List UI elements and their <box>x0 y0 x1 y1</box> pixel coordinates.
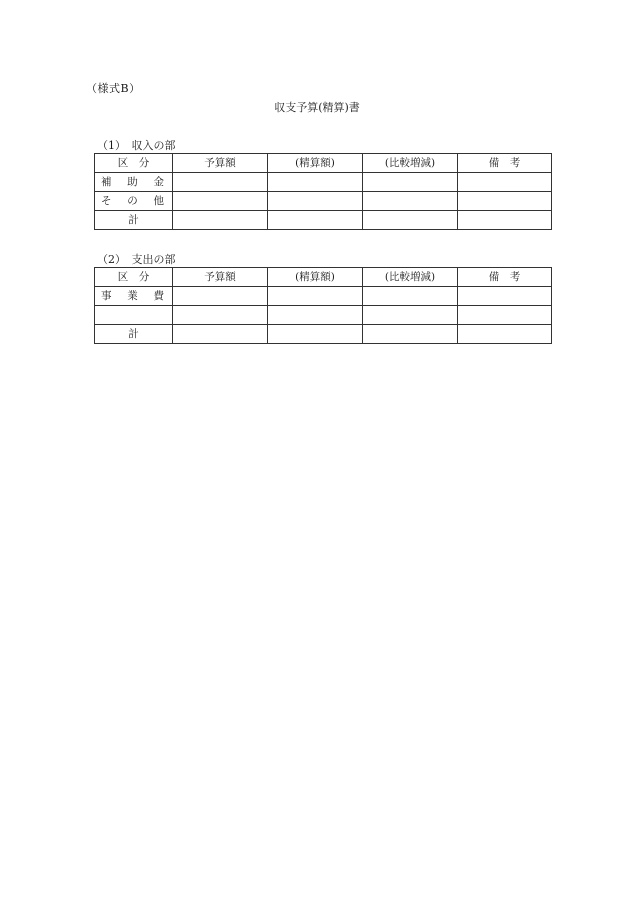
settlement-cell[interactable] <box>268 306 363 325</box>
expenditure-table <box>94 267 552 344</box>
row-label-char: 助 <box>127 176 138 188</box>
table-row <box>95 306 552 325</box>
settlement-cell[interactable] <box>268 287 363 306</box>
row-label-char: 事 <box>101 290 112 302</box>
income-table <box>94 153 552 230</box>
comparison-cell[interactable] <box>363 325 458 344</box>
table-header-row <box>95 154 552 173</box>
settlement-cell[interactable] <box>268 173 363 192</box>
comparison-cell[interactable] <box>363 287 458 306</box>
row-label-total: 計 <box>95 325 173 344</box>
budget-cell[interactable] <box>173 306 268 325</box>
row-label-char: 業 <box>127 290 138 302</box>
comparison-cell[interactable] <box>363 173 458 192</box>
row-label-char: 費 <box>153 290 164 302</box>
remarks-cell[interactable] <box>458 325 552 344</box>
column-header-settlement: (精算額) <box>268 154 363 173</box>
column-header-comparison: (比較増減) <box>363 268 458 287</box>
column-header-budget: 予算額 <box>173 268 268 287</box>
expenditure-section-heading: （2） 支出の部 <box>97 253 176 266</box>
table-total-row <box>95 211 552 230</box>
settlement-cell[interactable] <box>268 211 363 230</box>
budget-cell[interactable] <box>173 173 268 192</box>
row-label-total: 計 <box>95 211 173 230</box>
settlement-cell[interactable] <box>268 192 363 211</box>
column-header-comparison: (比較増減) <box>363 154 458 173</box>
row-label-char: の <box>127 195 138 207</box>
remarks-cell[interactable] <box>458 173 552 192</box>
row-label-char: そ <box>101 195 112 207</box>
form-label: （様式B） <box>86 82 141 95</box>
comparison-cell[interactable] <box>363 211 458 230</box>
table-total-row <box>95 325 552 344</box>
comparison-cell[interactable] <box>363 306 458 325</box>
budget-cell[interactable] <box>173 192 268 211</box>
row-label-project-cost <box>95 287 173 306</box>
table-header-row <box>95 268 552 287</box>
remarks-cell[interactable] <box>458 287 552 306</box>
row-label-char: 他 <box>153 195 164 207</box>
column-header-category: 区 分 <box>95 268 173 287</box>
column-header-budget: 予算額 <box>173 154 268 173</box>
column-header-remarks: 備 考 <box>458 154 552 173</box>
settlement-cell[interactable] <box>268 325 363 344</box>
document-title: 収支予算(精算)書 <box>274 101 360 114</box>
remarks-cell[interactable] <box>458 306 552 325</box>
row-label-other <box>95 192 173 211</box>
column-header-remarks: 備 考 <box>458 268 552 287</box>
table-row <box>95 287 552 306</box>
column-header-category: 区 分 <box>95 154 173 173</box>
remarks-cell[interactable] <box>458 192 552 211</box>
table-row <box>95 192 552 211</box>
row-label-blank[interactable] <box>95 306 173 325</box>
income-section-heading: （1） 収入の部 <box>97 139 176 152</box>
comparison-cell[interactable] <box>363 192 458 211</box>
row-label-char: 補 <box>101 176 112 188</box>
remarks-cell[interactable] <box>458 211 552 230</box>
column-header-settlement: (精算額) <box>268 268 363 287</box>
budget-cell[interactable] <box>173 211 268 230</box>
table-row <box>95 173 552 192</box>
budget-cell[interactable] <box>173 287 268 306</box>
row-label-char: 金 <box>153 176 164 188</box>
budget-cell[interactable] <box>173 325 268 344</box>
row-label-subsidy <box>95 173 173 192</box>
